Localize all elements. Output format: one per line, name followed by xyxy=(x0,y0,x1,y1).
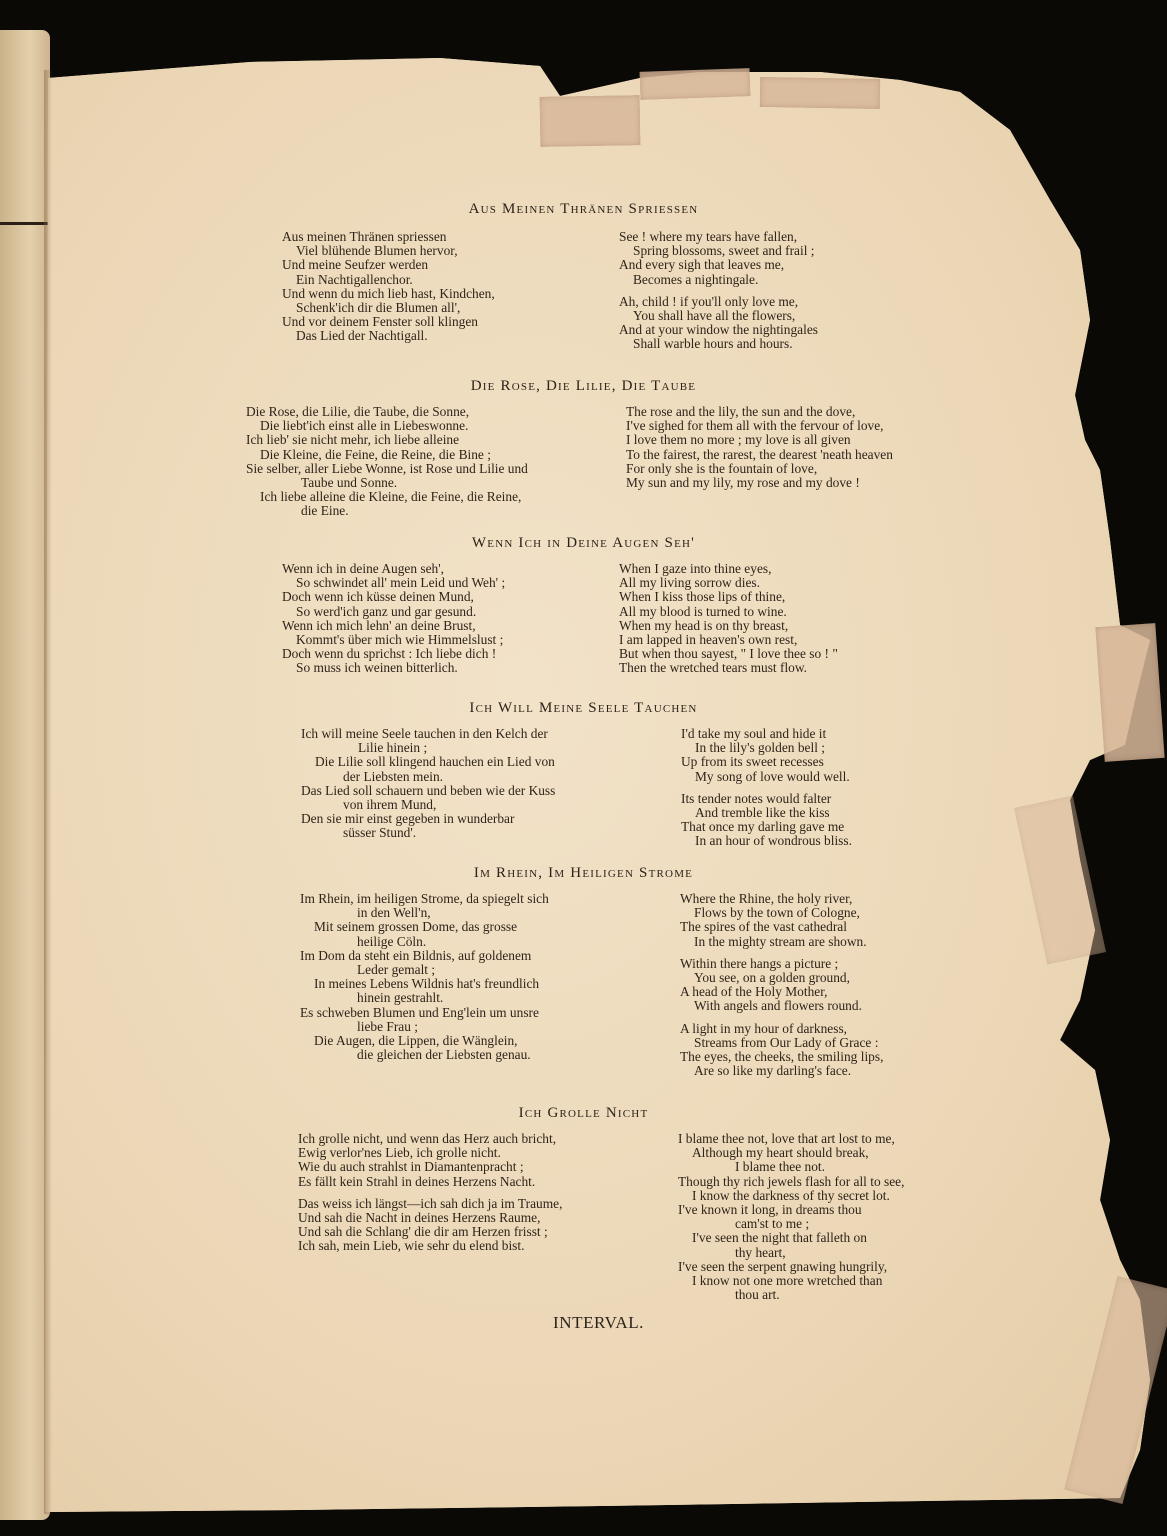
song-title: Ich Grolle Nicht xyxy=(518,1105,649,1121)
lyric-line: Es fällt kein Strahl in deines Herzens Nacht. xyxy=(298,1173,536,1189)
lyric-line: The rose and the lily, the sun and the dove, xyxy=(626,404,856,419)
lyric-line: See ! where my tears have fallen, xyxy=(619,229,798,244)
german-lyrics xyxy=(300,892,549,1062)
lyric-line: My sun and my lily, my rose and my dove ! xyxy=(626,475,860,491)
english-lyrics xyxy=(678,1132,904,1302)
lyric-line: hinein gestrahlt. xyxy=(357,990,444,1006)
lyric-line: Streams from Our Lady of Grace : xyxy=(694,1034,879,1050)
lyric-line: When I kiss those lips of thine, xyxy=(619,589,786,605)
lyric-line: To the fairest, the rarest, the dearest 'neath heaven xyxy=(626,446,893,462)
lyric-line: I blame thee not, love that art lost to me, xyxy=(678,1131,895,1146)
english-lyrics xyxy=(619,230,818,352)
lyric-line: die Eine. xyxy=(301,503,349,519)
lyric-line: Though thy rich jewels flash for all to see, xyxy=(678,1173,905,1189)
lyric-line: And tremble like the kiss xyxy=(695,805,830,821)
lyric-line: Es schweben Blumen und Eng'lein um unsre xyxy=(300,1004,539,1020)
lyric-line: Sie selber, aller Liebe Wonne, ist Rose und Lilie und xyxy=(246,460,528,476)
lyric-line: Ich grolle nicht, und wenn das Herz auch bricht, xyxy=(298,1131,557,1146)
lyric-line: A light in my hour of darkness, xyxy=(680,1020,847,1036)
lyric-line: Up from its sweet recesses xyxy=(681,754,824,770)
lyric-line: Wenn ich mich lehn' an deine Brust, xyxy=(282,617,476,633)
lyric-line: Das Lied soll schauern und beben wie der Kuss xyxy=(301,782,556,798)
lyric-line: I've sighed for them all with the fervour of love, xyxy=(626,418,884,434)
lyric-line: In the lily's golden bell ; xyxy=(695,740,825,756)
lyric-line: You shall have all the flowers, xyxy=(633,308,796,324)
lyric-line: Ich liebe alleine die Kleine, die Feine, die Reine, xyxy=(260,489,522,505)
lyric-line: Und wenn du mich lieb hast, Kindchen, xyxy=(282,285,495,301)
lyric-line: Doch wenn ich küsse deinen Mund, xyxy=(282,589,474,605)
lyric-line: I've seen the serpent gnawing hungrily, xyxy=(678,1258,888,1274)
lyric-line: in den Well'n, xyxy=(357,905,431,921)
lyric-line: All my blood is turned to wine. xyxy=(619,603,787,619)
song-title: Ich Will Meine Seele Tauchen xyxy=(469,700,698,716)
song-title: Im Rhein, Im Heiligen Strome xyxy=(473,865,694,881)
lyric-line: You see, on a golden ground, xyxy=(694,970,850,986)
lyric-line: Within there hangs a picture ; xyxy=(680,955,839,971)
lyric-line: I love them no more ; my love is all given xyxy=(626,432,851,448)
english-lyrics xyxy=(626,405,893,490)
song-title: Aus Meinen Thränen Spriessen xyxy=(468,201,699,217)
lyric-line: All my living sorrow dies. xyxy=(619,575,760,591)
song-title: Die Rose, Die Lilie, Die Taube xyxy=(470,378,697,394)
lyric-line: thou art. xyxy=(735,1287,780,1303)
lyric-line: I'd take my soul and hide it xyxy=(681,726,827,741)
lyric-line: And at your window the nightingales xyxy=(619,322,818,338)
lyric-line: Die Augen, die Lippen, die Wänglein, xyxy=(314,1033,518,1049)
lyric-line: Das weiss ich längst—ich sah dich ja im Traume, xyxy=(298,1195,563,1211)
lyric-line: Im Rhein, im heiligen Strome, da spiegelt sich xyxy=(300,891,549,906)
english-lyrics xyxy=(681,727,852,849)
lyric-line: I am lapped in heaven's own rest, xyxy=(619,632,798,648)
lyric-line: Where the Rhine, the holy river, xyxy=(680,891,853,906)
lyric-line: Im Dom da steht ein Bildnis, auf goldenem xyxy=(300,947,532,963)
lyric-line: Its tender notes would falter xyxy=(681,790,832,806)
lyric-line: Und sah die Schlang' die dir am Herzen frisst ; xyxy=(298,1224,548,1240)
lyric-line: Becomes a nightingale. xyxy=(633,271,759,287)
lyric-line: Und vor deinem Fenster soll klingen xyxy=(282,314,478,330)
lyric-line: Then the wretched tears must flow. xyxy=(619,660,808,676)
lyric-line: When my head is on thy breast, xyxy=(619,617,789,633)
lyric-line: Ich sah, mein Lieb, wie sehr du elend bist. xyxy=(298,1238,525,1254)
lyric-line: When I gaze into thine eyes, xyxy=(619,561,772,576)
lyric-line: Lilie hinein ; xyxy=(358,740,428,756)
lyric-line: I know not one more wretched than xyxy=(692,1273,883,1289)
lyric-line: Kommt's über mich wie Himmelslust ; xyxy=(296,632,504,648)
lyric-line: Die Kleine, die Feine, die Reine, die Bine ; xyxy=(260,446,491,462)
lyric-line: I blame thee not. xyxy=(735,1159,825,1175)
lyric-line: The spires of the vast cathedral xyxy=(680,919,847,935)
lyric-line: von ihrem Mund, xyxy=(343,797,437,813)
lyric-line: Although my heart should break, xyxy=(692,1145,869,1161)
lyric-line: Schenk'ich dir die Blumen all', xyxy=(296,300,461,316)
lyric-line: And every sigh that leaves me, xyxy=(619,257,785,273)
lyric-line: That once my darling gave me xyxy=(681,819,845,835)
lyric-line: Taube und Sonne. xyxy=(301,475,398,491)
lyric-line: Ich lieb' sie nicht mehr, ich liebe alleine xyxy=(246,432,460,448)
lyric-line: In the mighty stream are shown. xyxy=(694,933,867,949)
song-title: Wenn Ich in Deine Augen Seh' xyxy=(471,535,696,551)
lyric-line: Ich will meine Seele tauchen in den Kelch der xyxy=(301,726,548,741)
lyric-line: heilige Cöln. xyxy=(357,933,427,949)
lyric-line: liebe Frau ; xyxy=(357,1018,418,1034)
lyric-line: Flows by the town of Cologne, xyxy=(694,905,860,921)
lyric-line: In meines Lebens Wildnis hat's freundlich xyxy=(314,976,540,992)
german-lyrics xyxy=(298,1132,562,1254)
lyric-line: So schwindet all' mein Leid und Weh' ; xyxy=(296,575,506,591)
lyric-line: die gleichen der Liebsten genau. xyxy=(357,1047,531,1063)
lyric-line: Doch wenn du sprichst : Ich liebe dich ! xyxy=(282,646,497,662)
lyric-line: Die Lilie soll klingend hauchen ein Lied von xyxy=(315,754,555,770)
lyric-line: der Liebsten mein. xyxy=(343,768,444,784)
lyric-line: Leder gemalt ; xyxy=(357,962,436,978)
lyric-line: Mit seinem grossen Dome, das grosse xyxy=(314,919,518,935)
lyric-line: In an hour of wondrous bliss. xyxy=(695,833,852,849)
lyric-line: Das Lied der Nachtigall. xyxy=(296,328,428,344)
lyric-line: So werd'ich ganz und gar gesund. xyxy=(296,603,477,619)
lyric-line: Spring blossoms, sweet and frail ; xyxy=(633,243,815,259)
lyric-line: Shall warble hours and hours. xyxy=(633,336,793,352)
lyric-line: I've known it long, in dreams thou xyxy=(678,1202,862,1218)
german-lyrics xyxy=(301,727,555,841)
lyric-line: cam'st to me ; xyxy=(735,1216,810,1232)
lyric-line: süsser Stund'. xyxy=(343,825,417,841)
lyric-line: Ewig verlor'nes Lieb, ich grolle nicht. xyxy=(298,1145,501,1161)
lyric-line: Aus meinen Thränen spriessen xyxy=(282,229,447,244)
lyric-line: Are so like my darling's face. xyxy=(694,1063,852,1079)
lyric-line: My song of love would well. xyxy=(695,768,850,784)
lyric-line: Ah, child ! if you'll only love me, xyxy=(619,293,799,309)
lyric-line: Die Rose, die Lilie, die Taube, die Sonne, xyxy=(246,404,470,419)
lyric-line: Wenn ich in deine Augen seh', xyxy=(282,561,444,576)
english-lyrics xyxy=(680,892,883,1078)
lyric-line: Wie du auch strahlst in Diamantenpracht ; xyxy=(298,1159,524,1175)
german-lyrics xyxy=(282,230,495,344)
lyric-line: With angels and flowers round. xyxy=(694,998,862,1014)
lyric-line: A head of the Holy Mother, xyxy=(680,984,828,1000)
lyric-line: But when thou sayest, " I love thee so ! " xyxy=(619,646,838,662)
lyric-line: Die liebt'ich einst alle in Liebeswonne. xyxy=(260,418,469,434)
german-lyrics xyxy=(246,405,528,519)
lyric-line: Den sie mir einst gegeben in wunderbar xyxy=(301,811,515,827)
lyric-line: Ein Nachtigallenchor. xyxy=(296,271,413,287)
lyric-line: I know the darkness of thy secret lot. xyxy=(692,1187,890,1203)
lyric-line: The eyes, the cheeks, the smiling lips, xyxy=(680,1049,884,1065)
lyric-line: Und sah die Nacht in deines Herzens Raume, xyxy=(298,1210,541,1226)
german-lyrics xyxy=(282,562,505,676)
lyric-line: thy heart, xyxy=(735,1244,786,1260)
lyric-line: For only she is the fountain of love, xyxy=(626,460,818,476)
interval-heading: INTERVAL. xyxy=(552,1313,645,1332)
lyric-line: So muss ich weinen bitterlich. xyxy=(296,660,458,676)
lyric-line: Viel blühende Blumen hervor, xyxy=(296,243,458,259)
lyric-line: I've seen the night that falleth on xyxy=(692,1230,867,1246)
lyric-line: Und meine Seufzer werden xyxy=(282,257,429,273)
english-lyrics xyxy=(619,562,838,676)
